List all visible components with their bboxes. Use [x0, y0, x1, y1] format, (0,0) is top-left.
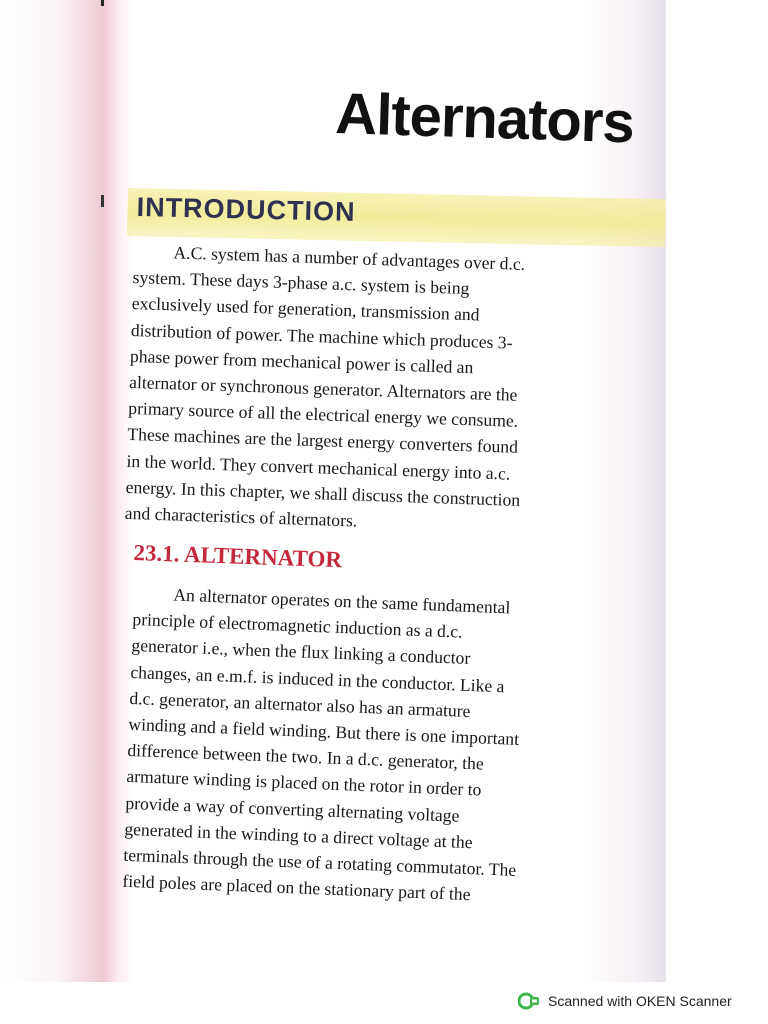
paragraph-line: system. These days 3-phase a.c. system is being	[132, 267, 470, 299]
chapter-title: Alternators	[334, 81, 635, 156]
paragraph-line: A.C. system has a number of advantages over d.c.	[173, 242, 526, 274]
scanner-watermark-label: Scanned with OKEN Scanner	[548, 993, 732, 1009]
paragraph-line: d.c. generator, an alternator also has an armature	[129, 687, 471, 721]
section-heading: 23.1. ALTERNATOR	[133, 540, 343, 573]
paragraph-line: primary source of all the electrical energy we consume.	[128, 398, 519, 432]
page-bleed-mark	[101, 195, 104, 207]
section-paragraph	[122, 580, 634, 913]
paragraph-line: An alternator operates on the same fundamental	[173, 584, 511, 618]
scan-background-left	[0, 0, 104, 982]
scanner-watermark	[518, 990, 732, 1012]
paragraph-line: provide a way of converting alternating voltage	[125, 792, 460, 826]
paragraph-line: and characteristics of alternators.	[124, 502, 358, 531]
paragraph-line: exclusively used for generation, transmission and	[131, 293, 480, 325]
intro-paragraph	[124, 238, 633, 543]
paragraph-line: difference between the two. In a d.c. generator, the	[127, 740, 485, 774]
intro-heading: INTRODUCTION	[136, 192, 356, 227]
paragraph-line: generated in the winding to a direct voltage at the	[124, 818, 473, 853]
paragraph-line: principle of electromagnetic induction as a d.c.	[132, 609, 463, 642]
paragraph-line: armature winding is placed on the rotor in order to	[126, 766, 482, 800]
paragraph-line: changes, an e.m.f. is induced in the conductor. Like a	[130, 661, 505, 696]
paragraph-line: distribution of power. The machine which produces 3-	[130, 319, 513, 353]
paragraph-line: phase power from mechanical power is called an	[129, 345, 474, 378]
paragraph-line: energy. In this chapter, we shall discuss the construction	[125, 476, 521, 510]
paragraph-line: winding and a field winding. But there is one important	[128, 713, 520, 749]
paragraph-line: in the world. They convert mechanical energy into a.c.	[126, 450, 511, 484]
oken-scanner-logo-icon	[518, 992, 540, 1010]
paragraph-line: field poles are placed on the stationary part of the	[122, 871, 471, 905]
paragraph-line: generator i.e., when the flux linking a conductor	[131, 635, 471, 669]
paragraph-line: alternator or synchronous generator. Alternators are the	[128, 371, 518, 405]
paragraph-line: terminals through the use of a rotating commutator. The	[123, 844, 517, 880]
paragraph-line: These machines are the largest energy converters found	[127, 424, 519, 458]
